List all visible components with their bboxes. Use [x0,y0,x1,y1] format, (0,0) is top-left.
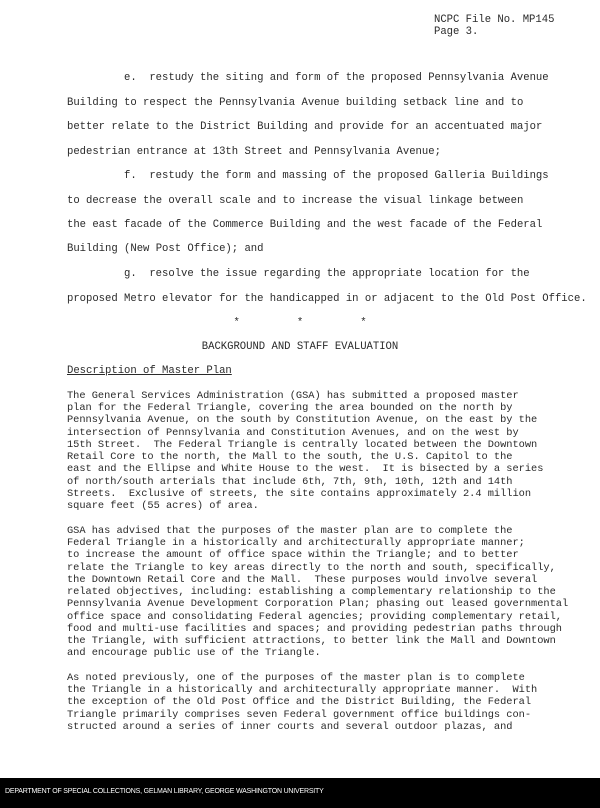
paragraph-line: Pennsylvania Avenue Development Corporation Plan; phasing out leased governmental [67,598,569,610]
item-line: better relate to the District Building and provide for an accentuated major [67,121,543,133]
paragraph-line: the Triangle in a historically and architecturally appropriate manner. With [67,684,538,696]
paragraph-line: to increase the amount of office space within the Triangle; and to better [67,549,519,561]
item-line: proposed Metro elevator for the handicapped in or adjacent to the Old Post Office. [67,293,587,305]
archive-footer-bar [0,778,600,808]
item-line: Building (New Post Office); and [67,243,264,255]
paragraph-line: As noted previously, one of the purposes of the master plan is to complete [67,672,525,684]
item-line: f. restudy the form and massing of the proposed Galleria Buildings [124,170,549,182]
paragraph-line: The General Services Administration (GSA) has submitted a proposed master [67,390,519,402]
paragraph-line: of north/south arterials that include 6th, 7th, 9th, 10th, 12th and 14th [67,476,513,488]
paragraph-line: related objectives, including: establishing a complementary relationship to the [67,586,556,598]
paragraph-line: the Triangle, with sufficient attractions, to better link the Mall and Downtown [67,635,556,647]
file-number: NCPC File No. MP145 [434,14,555,26]
section-title: BACKGROUND AND STAFF EVALUATION [201,341,399,353]
item-line: e. restudy the siting and form of the proposed Pennsylvania Avenue [124,72,549,84]
paragraph-line: Retail Core to the north, the Mall to the south, the U.S. Capitol to the [67,451,513,463]
subsection-title: Description of Master Plan [67,365,232,377]
separator-asterisks: * * * [233,317,367,329]
page-number: Page 3. [434,26,479,38]
paragraph-line: 15th Street. The Federal Triangle is centrally located between the Downtown [67,439,538,451]
item-line: Building to respect the Pennsylvania Avenue building setback line and to [67,97,524,109]
paragraph-line: the exception of the Old Post Office and the District Building, the Federal [67,696,532,708]
paragraph-line: Pennsylvania Avenue, on the south by Constitution Avenue, on the east by the [67,414,538,426]
paragraph-line: intersection of Pennsylvania and Constitution Avenues, and on the west by [67,427,519,439]
paragraph-line: relate the Triangle to key areas directly to the north and south, specifically, [67,562,556,574]
item-line: to decrease the overall scale and to increase the visual linkage between [67,195,524,207]
paragraph-line: east and the Ellipse and White House to the west. It is bisected by a series [67,463,544,475]
paragraph-line: food and multi-use facilities and spaces; and providing pedestrian paths through [67,623,562,635]
item-line: g. resolve the issue regarding the appropriate location for the [124,268,530,280]
item-line: pedestrian entrance at 13th Street and Pennsylvania Avenue; [67,146,441,158]
paragraph-line: Triangle primarily comprises seven Federal government office buildings con- [67,709,532,721]
paragraph-line: structed around a series of inner courts and several outdoor plazas, and [67,721,513,733]
paragraph-line: office space and consolidating Federal agencies; providing complementary retail, [67,611,562,623]
paragraph-line: Federal Triangle in a historically and architecturally appropriate manner; [67,537,525,549]
paragraph-line: Streets. Exclusive of streets, the site contains approximately 2.4 million [67,488,532,500]
paragraph-line: and encourage public use of the Triangle. [67,647,321,659]
archive-credit: DEPARTMENT OF SPECIAL COLLECTIONS, GELMAN LIBRARY, GEORGE WASHINGTON UNIVERSITY [5,788,324,795]
paragraph-line: GSA has advised that the purposes of the master plan are to complete the [67,525,513,537]
paragraph-line: square feet (55 acres) of area. [67,500,259,512]
paragraph-line: plan for the Federal Triangle, covering the area bounded on the north by [67,402,513,414]
item-line: the east facade of the Commerce Building and the west facade of the Federal [67,219,543,231]
paragraph-line: the Downtown Retail Core and the Mall. These purposes would involve several [67,574,538,586]
